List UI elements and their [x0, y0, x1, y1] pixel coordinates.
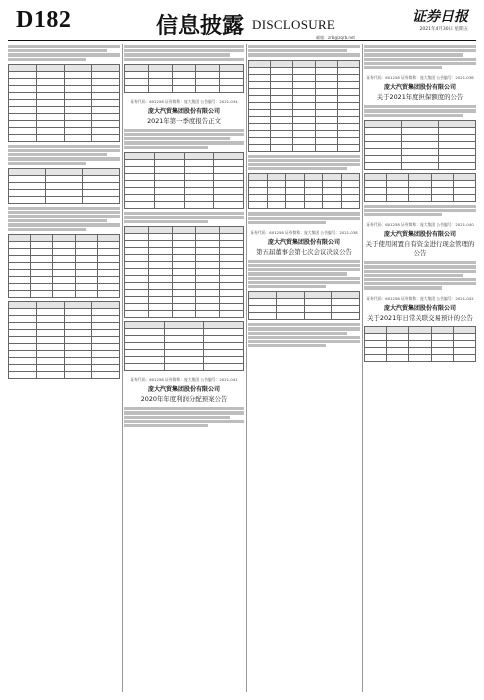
newspaper-logo: 证券日报	[412, 9, 468, 25]
column-1	[8, 44, 120, 692]
notice-heading	[364, 75, 476, 101]
data-table	[124, 64, 244, 93]
masthead-rule	[8, 40, 476, 41]
data-table	[8, 234, 120, 298]
notice-heading	[248, 230, 360, 256]
body-text	[248, 155, 360, 171]
body-text	[124, 212, 244, 224]
data-table	[364, 173, 476, 202]
stock-code-line: 证券代码：601258 证券简称：庞大集团 公告编号：2021-038	[250, 229, 358, 235]
data-table	[248, 60, 360, 152]
body-text	[364, 45, 476, 69]
stock-code-line: 证券代码：601258 证券简称：庞大集团 公告编号：2021-036	[366, 75, 474, 81]
data-table	[124, 226, 244, 318]
data-table	[248, 291, 360, 320]
data-table	[124, 321, 244, 371]
data-table	[8, 64, 120, 142]
section-title-en: DISCLOSURE	[252, 17, 336, 32]
notice-title: 2021年第一季度报告正文	[147, 116, 221, 125]
column-3	[248, 44, 360, 692]
data-table	[364, 120, 476, 170]
stock-code-line: 证券代码：601258 证券简称：庞大集团 公告编号：2021-042	[366, 295, 474, 301]
body-text	[124, 129, 244, 149]
company-name: 庞大汽贸集团股份有限公司	[147, 107, 220, 115]
body-text	[364, 205, 476, 217]
stock-code-line: 证券代码：601258 证券简称：庞大集团 公告编号：2021-041	[130, 377, 238, 383]
column-divider	[246, 44, 247, 692]
column-divider	[362, 44, 363, 692]
notice-title: 关于2021年度担保额度的公告	[376, 93, 464, 102]
data-table	[124, 152, 244, 209]
body-text	[124, 407, 244, 427]
notice-heading	[124, 377, 244, 403]
body-text	[364, 261, 476, 289]
body-text	[248, 212, 360, 224]
page-number: D182	[16, 7, 72, 33]
company-name: 庞大汽贸集团股份有限公司	[383, 231, 456, 239]
body-text	[248, 45, 360, 57]
column-2	[124, 44, 244, 692]
notice-title: 第五届董事会第七次会议决议公告	[256, 247, 352, 256]
body-text	[124, 45, 244, 61]
issue-date: 2021年4月30日 星期五	[419, 27, 468, 32]
data-table	[8, 168, 120, 204]
stock-code-line: 证券代码：601258 证券简称：庞大集团 公告编号：2021-040	[366, 222, 474, 228]
notice-title: 2020年年度利润分配预案公告	[140, 395, 228, 404]
body-text	[8, 207, 120, 231]
company-name: 庞大汽贸集团股份有限公司	[383, 84, 456, 92]
stock-code-line: 证券代码：601258 证券简称：庞大集团 公告编号：2021-034	[130, 98, 238, 104]
column-divider	[122, 44, 123, 692]
contact-line: 邮箱：zrb@zqrb.net	[316, 35, 355, 40]
notice-title: 关于使用闲置自有资金进行现金管理的公告	[365, 240, 475, 258]
body-text	[248, 323, 360, 347]
data-table	[8, 301, 120, 379]
company-name: 庞大汽贸集团股份有限公司	[383, 304, 456, 312]
company-name: 庞大汽贸集团股份有限公司	[267, 238, 340, 246]
masthead	[8, 6, 476, 40]
body-text	[248, 260, 360, 288]
notice-heading	[124, 99, 244, 125]
notice-heading	[364, 296, 476, 322]
notice-heading	[364, 222, 476, 257]
body-text	[8, 145, 120, 165]
notice-title: 关于2021年日常关联交易预计的公告	[367, 313, 473, 322]
data-table	[248, 173, 360, 209]
data-table	[364, 326, 476, 362]
section-title: 信息披露	[156, 13, 245, 39]
body-text	[8, 45, 120, 61]
company-name: 庞大汽贸集团股份有限公司	[147, 386, 220, 394]
body-text	[364, 105, 476, 117]
column-4	[364, 44, 476, 692]
